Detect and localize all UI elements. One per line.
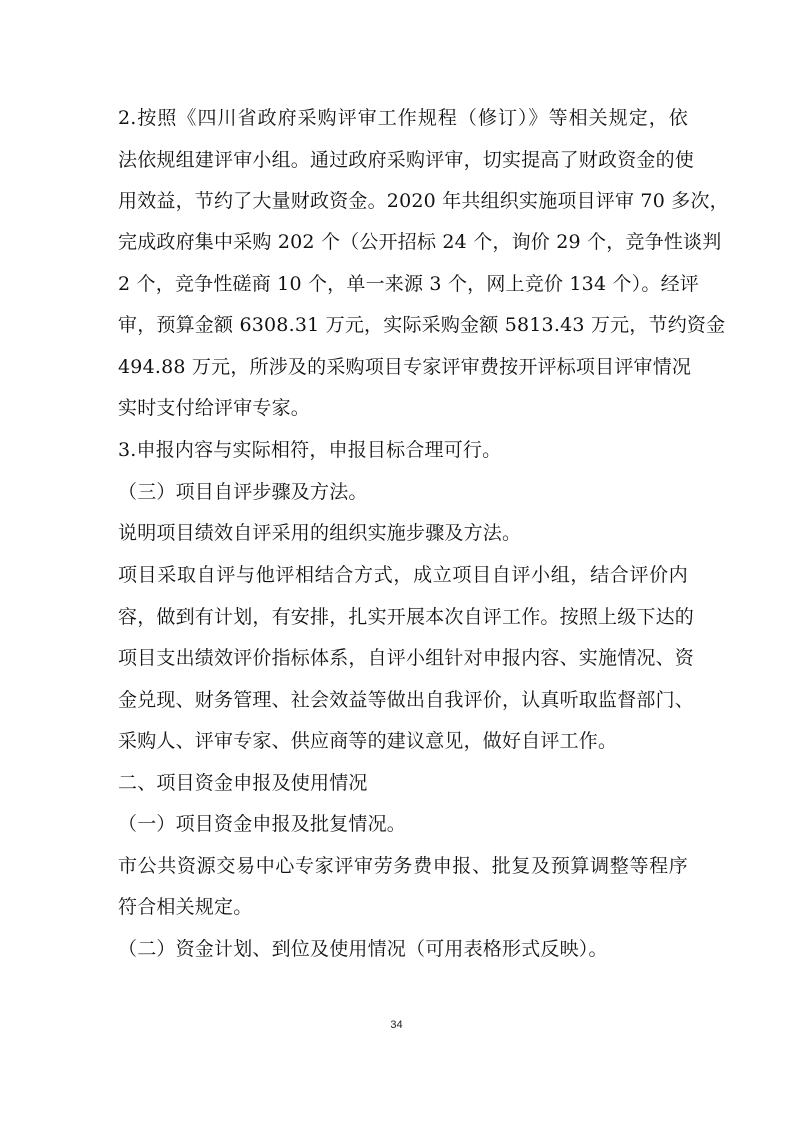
text-line: 完成政府集中采购 202 个（公开招标 24 个，询价 29 个，竞争性谈判 xyxy=(118,231,722,253)
text-line: 说明项目绩效自评采用的组织实施步骤及方法。 xyxy=(118,522,522,544)
text-line: 实时支付给评审专家。 xyxy=(118,397,311,419)
text-line: 采购人、评审专家、供应商等的建议意见，做好自评工作。 xyxy=(118,730,618,752)
text-line: 符合相关规定。 xyxy=(118,896,253,918)
section-heading: 二、项目资金申报及使用情况 xyxy=(118,772,368,794)
section-heading: （一）项目资金申报及批复情况。 xyxy=(118,813,407,835)
section-heading: （二）资金计划、到位及使用情况（可用表格形式反映）。 xyxy=(118,938,608,960)
text-line: 审，预算金额 6308.31 万元，实际采购金额 5813.43 万元，节约资金 xyxy=(118,314,726,336)
text-line: 2.按照《四川省政府采购评审工作规程（修订）》等相关规定，依 xyxy=(118,107,688,129)
text-line: 金兑现、财务管理、社会效益等做出自我评价，认真听取监督部门、 xyxy=(118,689,695,711)
text-line: 494.88 万元，所涉及的采购项目专家评审费按开评标项目评审情况 xyxy=(118,356,692,378)
text-line: 2 个，竞争性磋商 10 个，单一来源 3 个，网上竞价 134 个）。经评 xyxy=(118,273,699,295)
text-line: 项目支出绩效评价指标体系，自评小组针对申报内容、实施情况、资 xyxy=(118,647,695,669)
text-line: 项目采取自评与他评相结合方式，成立项目自评小组，结合评价内 xyxy=(118,564,688,586)
text-line: 容，做到有计划，有安排，扎实开展本次自评工作。按照上级下达的 xyxy=(118,606,695,628)
page-number: 34 xyxy=(390,1019,403,1031)
text-line: 3.申报内容与实际相符，申报目标合理可行。 xyxy=(118,439,502,461)
text-line: 法依规组建评审小组。通过政府采购评审，切实提高了财政资金的使 xyxy=(118,149,695,171)
section-heading: （三）项目自评步骤及方法。 xyxy=(118,481,368,503)
text-line: 市公共资源交易中心专家评审劳务费申报、批复及预算调整等程序 xyxy=(118,855,688,877)
text-line: 用效益，节约了大量财政资金。2020 年共组织实施项目评审 70 多次， xyxy=(118,190,729,212)
